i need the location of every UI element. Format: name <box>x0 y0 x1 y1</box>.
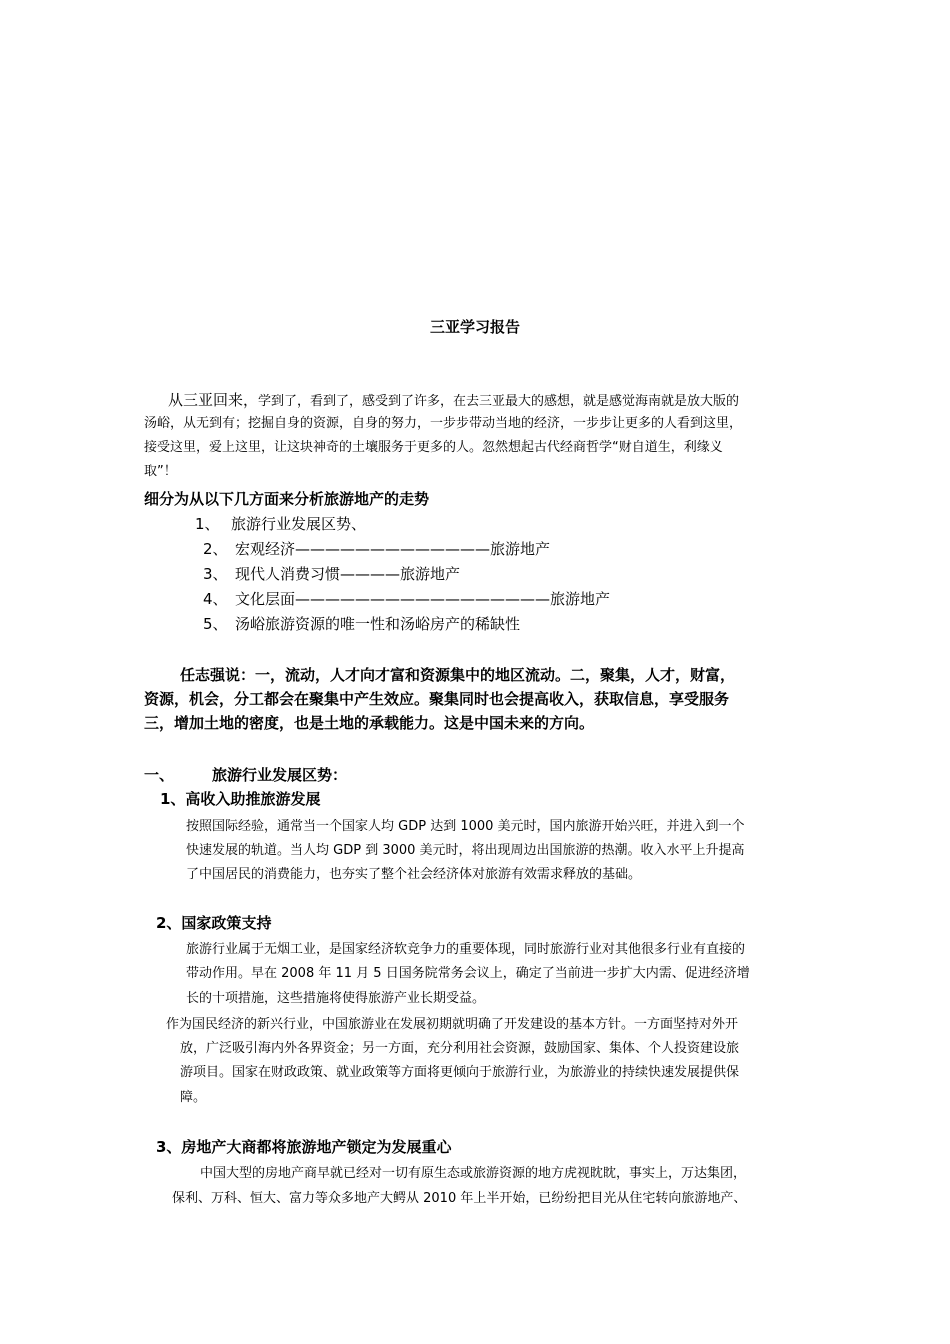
list-item-text: 文化层面—————————————————旅游地产 <box>235 590 611 608</box>
list-item <box>203 588 610 609</box>
list-item <box>195 513 366 534</box>
sub1-line-3: 了中国居民的消费能力，也夯实了整个社会经济体对旅游有效需求释放的基础。 <box>186 867 642 882</box>
sub1-line-1: 按照国际经验，通常当一个国家人均 GDP 达到 1000 美元时，国内旅游开始兴旺，并进入到一个 <box>186 819 745 834</box>
subsection-heading-1: 1、高收入助推旅游发展 <box>160 790 321 808</box>
list-item <box>203 613 520 634</box>
sub2-line-7: 障。 <box>180 1090 207 1105</box>
intro-line-3: 接受这里，爱上这里，让这块神奇的土壤服务于更多的人。忽然想起古代经商哲学“财自道生，利缘义 <box>144 440 723 455</box>
quote-line-2: 资源，机会，分工都会在聚集中产生效应。聚集同时也会提高收入，获取信息，享受服务 <box>144 690 730 708</box>
intro-lead: 从三亚回来， <box>168 391 259 409</box>
intro-line-4: 取”！ <box>144 464 177 479</box>
list-item <box>203 538 550 559</box>
subsection-heading-3: 3、房地产大商都将旅游地产锁定为发展重心 <box>156 1138 452 1156</box>
section-number: 一、 <box>144 766 175 784</box>
section-title: 旅游行业发展区势： <box>212 766 348 784</box>
analysis-heading: 细分为从以下几方面来分析旅游地产的走势 <box>144 490 430 508</box>
sub1-line-2: 快速发展的轨道。当人均 GDP 到 3000 美元时，将出现周边出国旅游的热潮。收入水平上升提高 <box>186 843 745 858</box>
sub3-line-1: 中国大型的房地产商早就已经对一切有原生态或旅游资源的地方虎视眈眈，事实上，万达集团， <box>200 1166 747 1181</box>
intro-line-1-text: 学到了，看到了，感受到了许多，在去三亚最大的感想，就是感觉海南就是放大版的 <box>258 394 740 409</box>
sub3-line-2: 保利、万科、恒大、富力等众多地产大鳄从 2010 年上半开始，已纷纷把目光从住宅转向旅游地产、 <box>172 1191 747 1206</box>
list-item-number: 3、 <box>203 565 228 583</box>
quote-line-1: 任志强说：一，流动，人才向才富和资源集中的地区流动。二，聚集，人才，财富， <box>180 666 736 684</box>
sub2-line-5: 放，广泛吸引海内外各界资金；另一方面，充分利用社会资源，鼓励国家、集体、个人投资建设旅 <box>180 1041 740 1056</box>
sub2-line-1: 旅游行业属于无烟工业，是国家经济软竞争力的重要体现，同时旅游行业对其他很多行业有直接的 <box>186 942 746 957</box>
list-item-text: 旅游行业发展区势、 <box>231 515 367 533</box>
intro-line-2: 汤峪，从无到有；挖掘自身的资源，自身的努力，一步步带动当地的经济，一步步让更多的人看到这里， <box>144 416 743 431</box>
subsection-heading-2: 2、国家政策支持 <box>156 914 272 932</box>
sub2-line-2: 带动作用。早在 2008 年 11 月 5 日国务院常务会议上，确定了当前进一步扩大内需、促进经济增 <box>186 966 750 981</box>
intro-line-1 <box>168 388 739 414</box>
list-item <box>203 563 460 584</box>
page-title: 三亚学习报告 <box>429 318 520 336</box>
list-item-number: 1、 <box>195 515 220 533</box>
list-item-number: 5、 <box>203 615 228 633</box>
list-item-text: 宏观经济—————————————旅游地产 <box>235 540 551 558</box>
section-heading <box>144 764 347 785</box>
list-item-number: 2、 <box>203 540 228 558</box>
sub2-line-3: 长的十项措施，这些措施将使得旅游产业长期受益。 <box>186 991 486 1006</box>
sub2-line-4: 作为国民经济的新兴行业，中国旅游业在发展初期就明确了开发建设的基本方针。一方面坚持对外开 <box>166 1017 739 1032</box>
quote-line-3: 三，增加土地的密度，也是土地的承载能力。这是中国未来的方向。 <box>144 714 595 732</box>
list-item-number: 4、 <box>203 590 228 608</box>
list-item-text: 现代人消费习惯————旅游地产 <box>235 565 461 583</box>
list-item-text: 汤峪旅游资源的唯一性和汤峪房产的稀缺性 <box>235 615 521 633</box>
sub2-line-6: 游项目。国家在财政政策、就业政策等方面将更倾向于旅游行业，为旅游业的持续快速发展提供保 <box>180 1065 740 1080</box>
